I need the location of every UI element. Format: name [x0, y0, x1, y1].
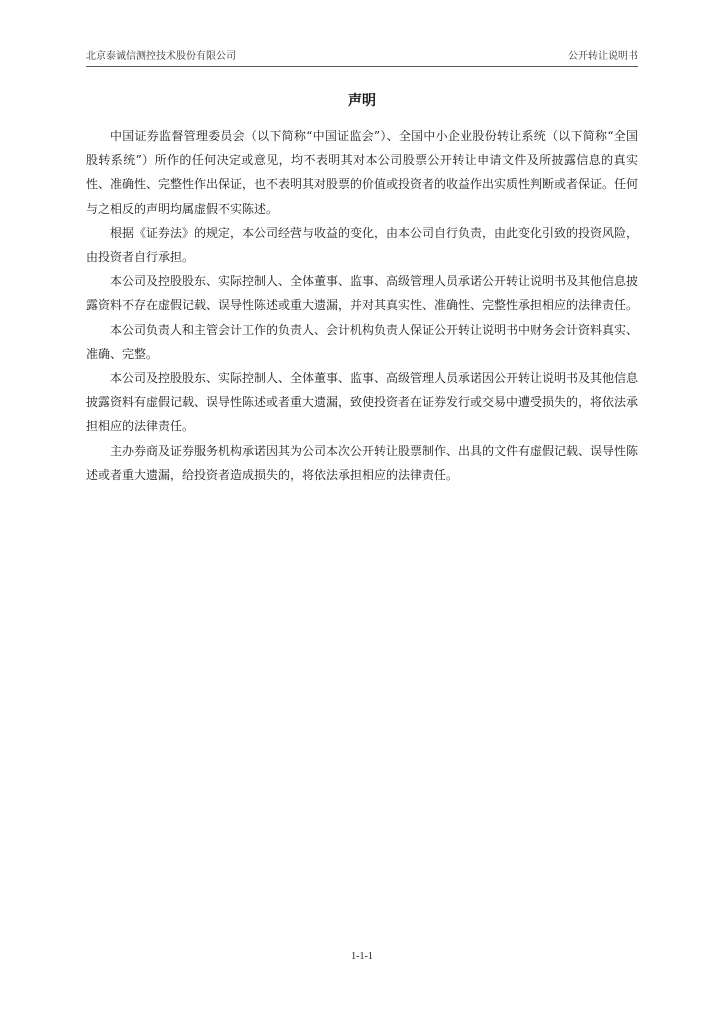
paragraph-broker-commitment: 主办券商及证券服务机构承诺因其为公司本次公开转让股票制作、出具的文件有虚假记载、误导性陈述或者重大遗漏，给投资者造成损失的，将依法承担相应的法律责任。 [86, 443, 639, 482]
paragraph-financial-accuracy: 本公司负责人和主管会计工作的负责人、会计机构负责人保证公开转让说明书中财务会计资料真实、准确、完整。 [86, 322, 639, 361]
paragraph-management-commitment: 本公司及控股股东、实际控制人、全体董事、监事、高级管理人员承诺公开转让说明书及其他信息披露资料不存在虚假记载、误导性陈述或重大遗漏，并对其真实性、准确性、完整性承担相应的法律责任。 [86, 274, 639, 313]
paragraph-csrc-disclaimer: 中国证券监督管理委员会（以下简称“中国证监会”）、全国中小企业股份转让系统（以下简称“全国股转系统”）所作的任何决定或意见，均不表明其对本公司股票公开转让申请文件及所披露信息的真实性、准确性、完整性作出保证，也不表明其对股票的价值或投资者的收益作出实质性判断或者保证。任何与之相反的声明均属虚假不实陈述。 [86, 129, 639, 216]
header-divider [86, 66, 638, 67]
page-number: 1-1-1 [351, 951, 373, 962]
paragraph-liability-commitment: 本公司及控股股东、实际控制人、全体董事、监事、高级管理人员承诺因公开转让说明书及其他信息披露资料有虚假记载、误导性陈述或者重大遗漏，致使投资者在证券发行或交易中遭受损失的，将依法承担相应的法律责任。 [86, 371, 639, 434]
page-title: 声明 [348, 93, 376, 109]
header-company-name: 北京泰诚信测控技术股份有限公司 [86, 51, 236, 62]
declaration-body [86, 124, 638, 487]
paragraph-securities-law: 根据《证券法》的规定，本公司经营与收益的变化，由本公司自行负责，由此变化引致的投资风险，由投资者自行承担。 [86, 225, 639, 265]
page-header [86, 50, 638, 66]
header-document-title: 公开转让说明书 [568, 51, 638, 62]
